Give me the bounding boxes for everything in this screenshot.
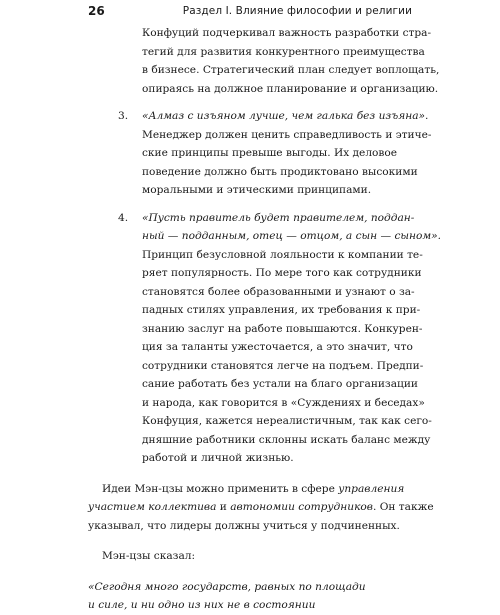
text-line: дняшние работники склонны искать баланс между — [142, 433, 431, 446]
text-segment: и — [216, 501, 231, 513]
text-line: Мэн-цзы сказал: — [102, 550, 196, 562]
text-line: Конфуций подчеркивал важность разработки стра- — [142, 27, 432, 39]
text-segment: . Он также — [372, 501, 434, 513]
text-line: моральными и этическими принципами. — [142, 184, 372, 196]
text-line: ция за таланты ужесточается, а это значит, что — [142, 341, 413, 353]
page-number: 26 — [88, 4, 105, 18]
list-number: 4. — [118, 211, 129, 224]
paragraph-mencius-said — [88, 547, 392, 566]
text-line: и народа, как говорится в «Суждениях и беседах» — [142, 396, 425, 409]
text-line: Принцип безусловной лояльности к компании те- — [142, 248, 423, 261]
quote-text: «Пусть правитель будет правителем, поддан- — [142, 211, 415, 224]
text-line: падных стилях управления, их требования к при- — [142, 304, 421, 316]
emphasis-text: участием коллектива — [88, 501, 217, 513]
text-line: опираясь на должное планирование и организацию. — [142, 82, 439, 95]
text-line: ряет популярность. По мере того как сотрудники — [142, 267, 422, 279]
running-head: Раздел I. Влияние философии и религии — [182, 5, 412, 17]
text-line: сотрудники становятся легче на подъем. Предпи- — [142, 359, 424, 372]
text-line: тегий для развития конкурентного преимущества — [142, 45, 425, 58]
text-line: в бизнесе. Стратегический план следует воплощать, — [142, 64, 440, 76]
final-quote — [88, 578, 392, 615]
list-item-4 — [88, 209, 442, 468]
list-number: 3. — [118, 110, 129, 122]
text-line: работой и личной жизнью. — [142, 452, 294, 464]
emphasis-text: управления — [338, 482, 405, 495]
text-line: указывал, что лидеры должны учиться у подчиненных. — [88, 519, 400, 532]
quote-text: ный — подданным, отец — отцом, а сын — сыном». — [142, 230, 442, 242]
text-line: поведение должно быть продиктовано высокими — [142, 165, 418, 178]
text-line: сание работать без устали на благо организации — [142, 378, 418, 390]
quote-text: и силе, и ни одно из них не в состоянии — [88, 599, 316, 611]
text-line: ские принципы превыше выгоды. Их деловое — [142, 147, 398, 159]
page-header — [88, 4, 412, 20]
list-item-3 — [88, 107, 432, 200]
paragraph-mencius-ideas — [88, 480, 434, 536]
text-line: Конфуция, кажется нереалистичным, так как сего- — [142, 415, 432, 427]
text-segment: Идеи Мэн-цзы можно применить в сфере — [102, 482, 339, 495]
quote-text: «Алмаз с изъяном лучше, чем галька без изъяна». — [142, 110, 429, 122]
paragraph-konfucius — [88, 24, 440, 98]
text-line: знанию заслуг на работе повышаются. Конкурен- — [142, 322, 423, 335]
text-line: становятся более образованными и узнают о за- — [142, 285, 415, 298]
text-line: Менеджер должен ценить справедливость и этиче- — [142, 128, 432, 141]
emphasis-text: автономии сотрудников — [230, 501, 373, 513]
quote-text: «Сегодня много государств, равных по площади — [88, 580, 366, 593]
page-body — [88, 24, 442, 615]
